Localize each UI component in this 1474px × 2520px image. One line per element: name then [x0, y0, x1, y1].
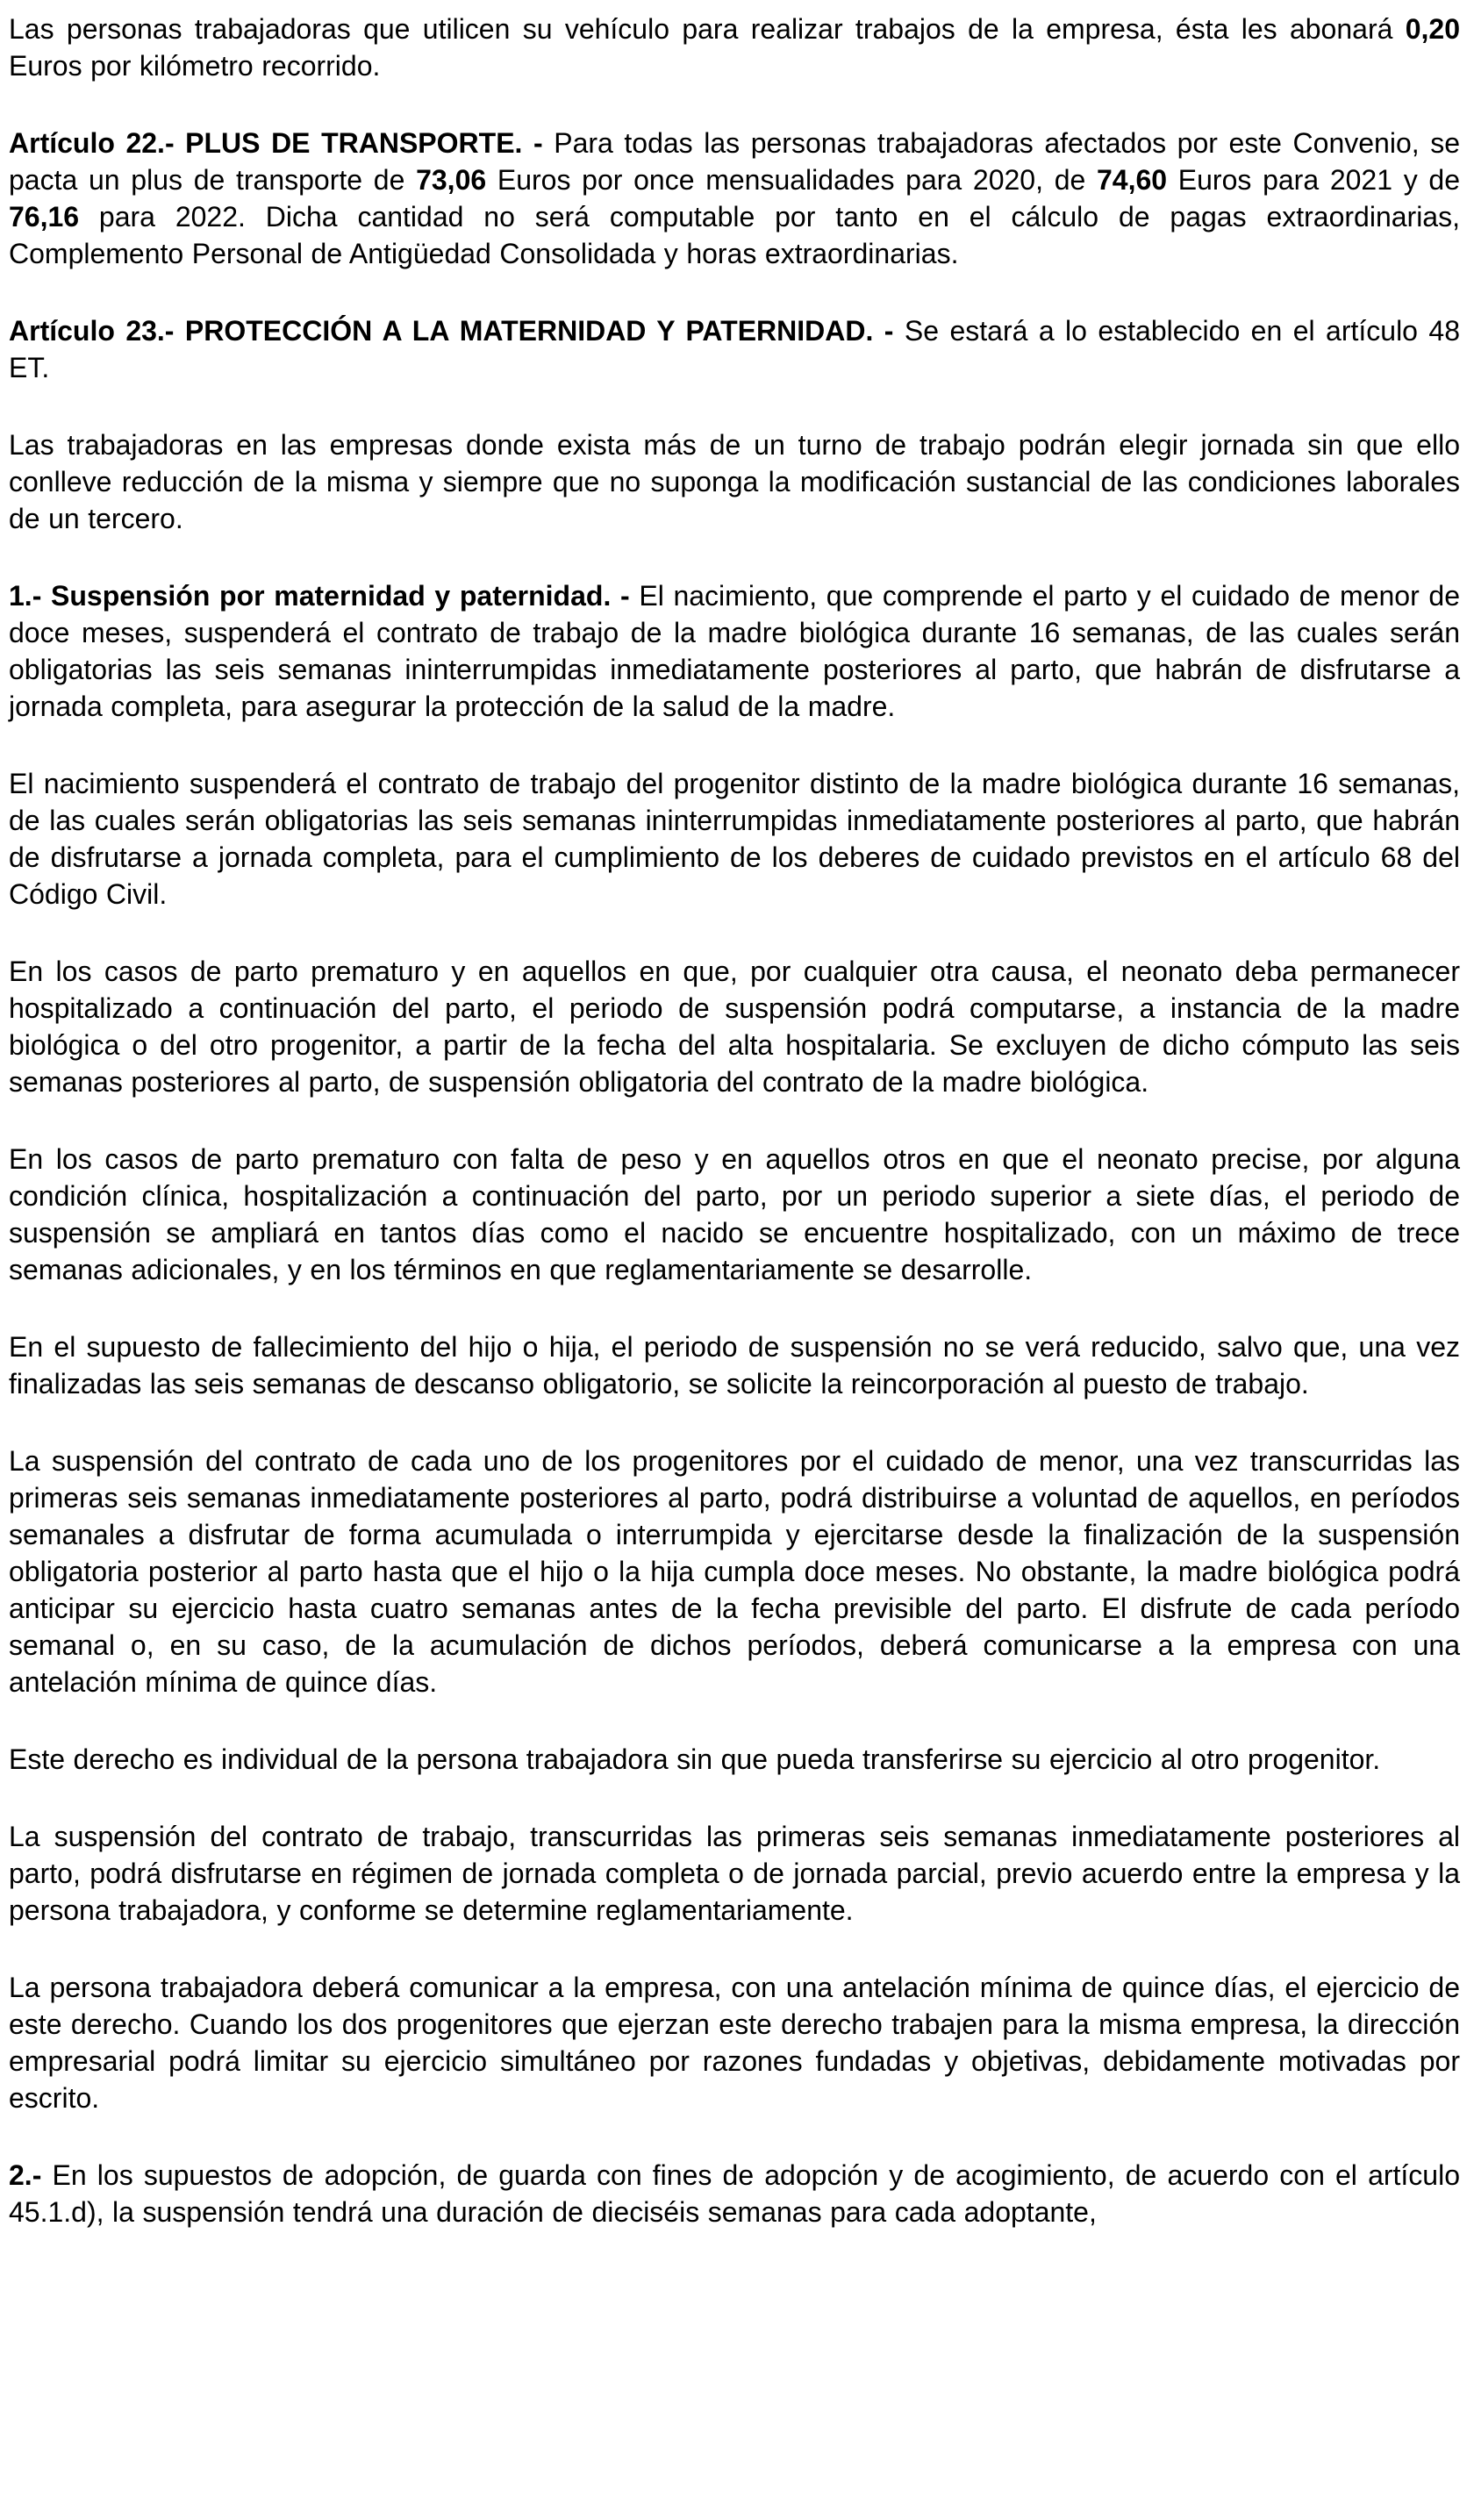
bold-text-run: Artículo 23.- PROTECCIÓN A LA MATERNIDAD Y PATERNIDAD. - — [9, 315, 905, 347]
paragraph — [9, 1969, 1460, 2116]
paragraph — [9, 426, 1460, 537]
paragraph — [9, 2157, 1460, 2230]
paragraph — [9, 1141, 1460, 1288]
text-run: En los casos de parto prematuro con falta de peso y en aquellos otros en que el neonato precise, por alguna condición clínica, hospitalización a continuación del parto, por un periodo superior a siete días, el periodo de suspensión se ampliará en tantos días como el nacido se encuentre hospitalizado, con un máximo de trece semanas adicionales, y en los términos en que reglamentariamente se desarrolle. — [9, 1143, 1460, 1285]
text-run: En los casos de parto prematuro y en aquellos en que, por cualquier otra causa, el neonato deba permanecer hospitalizado a continuación del parto, el periodo de suspensión podrá computarse, a instancia de la madre biológica o del otro progenitor, a partir de la fecha del alta hospitalaria. Se excluyen de dicho cómputo las seis semanas posteriores al parto, de suspensión obligatoria del contrato de la madre biológica. — [9, 956, 1460, 1098]
paragraph — [9, 1443, 1460, 1700]
paragraph — [9, 1741, 1460, 1778]
paragraph — [9, 765, 1460, 913]
text-run: En el supuesto de fallecimiento del hijo o hija, el periodo de suspensión no se verá reducido, salvo que, una vez finalizadas las seis semanas de descanso obligatorio, se solicite la reincorporación al puesto de trabajo. — [9, 1331, 1460, 1400]
text-run: Euros para 2021 y de — [1167, 164, 1461, 196]
text-run: Las trabajadoras en las empresas donde exista más de un turno de trabajo podrán elegir jornada sin que ello conlleve reducción de la misma y siempre que no suponga la modificación sustancial de las condiciones laborales de un tercero. — [9, 429, 1460, 534]
bold-text-run: 74,60 — [1097, 164, 1168, 196]
paragraph — [9, 1328, 1460, 1402]
bold-text-run: 2.- — [9, 2159, 53, 2191]
paragraph — [9, 577, 1460, 725]
text-run: Euros por once mensualidades para 2020, de — [486, 164, 1097, 196]
paragraph — [9, 953, 1460, 1100]
bold-text-run: 76,16 — [9, 201, 80, 233]
bold-text-run: 1.- Suspensión por maternidad y paternidad. - — [9, 580, 640, 612]
paragraph — [9, 11, 1460, 84]
document-body — [9, 11, 1460, 2230]
bold-text-run: 73,06 — [416, 164, 487, 196]
paragraph — [9, 312, 1460, 386]
text-run: La suspensión del contrato de cada uno de los progenitores por el cuidado de menor, una vez transcurridas las primeras seis semanas inmediatamente posteriores al parto, podrá distribuirse a voluntad de aquellos, en períodos semanales a disfrutar de forma acumulada o interrumpida y ejercitarse desde la finalización de la suspensión obligatoria posterior al parto hasta que el hijo o la hija cumpla doce meses. No obstante, la madre biológica podrá anticipar su ejercicio hasta cuatro semanas antes de la fecha previsible del parto. El disfrute de cada período semanal o, en su caso, de la acumulación de dichos períodos, deberá comunicarse a la empresa con una antelación mínima de quince días. — [9, 1445, 1460, 1698]
paragraph — [9, 1818, 1460, 1929]
text-run: La suspensión del contrato de trabajo, transcurridas las primeras seis semanas inmediatamente posteriores al parto, podrá disfrutarse en régimen de jornada completa o de jornada parcial, previo acuerdo entre la empresa y la persona trabajadora, y conforme se determine reglamentariamente. — [9, 1821, 1460, 1926]
text-run: La persona trabajadora deberá comunicar a la empresa, con una antelación mínima de quince días, el ejercicio de este derecho. Cuando los dos progenitores que ejerzan este derecho trabajen para la misma empresa, la dirección empresarial podrá limitar su ejercicio simultáneo por razones fundadas y objetivas, debidamente motivadas por escrito. — [9, 1972, 1460, 2114]
text-run: para 2022. Dicha cantidad no será computable por tanto en el cálculo de pagas extraordinarias, Complemento Personal de Antigüedad Consolidada y horas extraordinarias. — [9, 201, 1460, 269]
bold-text-run: Artículo 22.- PLUS DE TRANSPORTE. - — [9, 127, 555, 159]
text-run: Para todas las personas trabajadoras afectados por este Convenio, se pacta un plus de transporte de — [9, 127, 1460, 196]
text-run: Este derecho es individual de la persona trabajadora sin que pueda transferirse su ejercicio al otro progenitor. — [9, 1743, 1381, 1775]
bold-text-run: 0,20 — [1405, 13, 1460, 45]
text-run: Las personas trabajadoras que utilicen su vehículo para realizar trabajos de la empresa, ésta les abonará — [9, 13, 1406, 45]
text-run: Euros por kilómetro recorrido. — [9, 50, 381, 82]
text-run: El nacimiento, que comprende el parto y el cuidado de menor de doce meses, suspenderá el contrato de trabajo de la madre biológica durante 16 semanas, de las cuales serán obligatorias las seis semanas ininterrumpidas inmediatamente posteriores al parto, que habrán de disfrutarse a jornada completa, para asegurar la protección de la salud de la madre. — [9, 580, 1461, 722]
paragraph — [9, 125, 1460, 272]
text-run: Se estará a lo establecido en el artículo 48 ET. — [9, 315, 1460, 383]
text-run: En los supuestos de adopción, de guarda con fines de adopción y de acogimiento, de acuerdo con el artículo 45.1.d), la suspensión tendrá una duración de dieciséis semanas para cada adoptante, — [9, 2159, 1461, 2228]
text-run: El nacimiento suspenderá el contrato de trabajo del progenitor distinto de la madre biológica durante 16 semanas, de las cuales serán obligatorias las seis semanas ininterrumpidas inmediatamente posteriores al parto, que habrán de disfrutarse a jornada completa, para el cumplimiento de los deberes de cuidado previstos en el artículo 68 del Código Civil. — [9, 768, 1460, 910]
